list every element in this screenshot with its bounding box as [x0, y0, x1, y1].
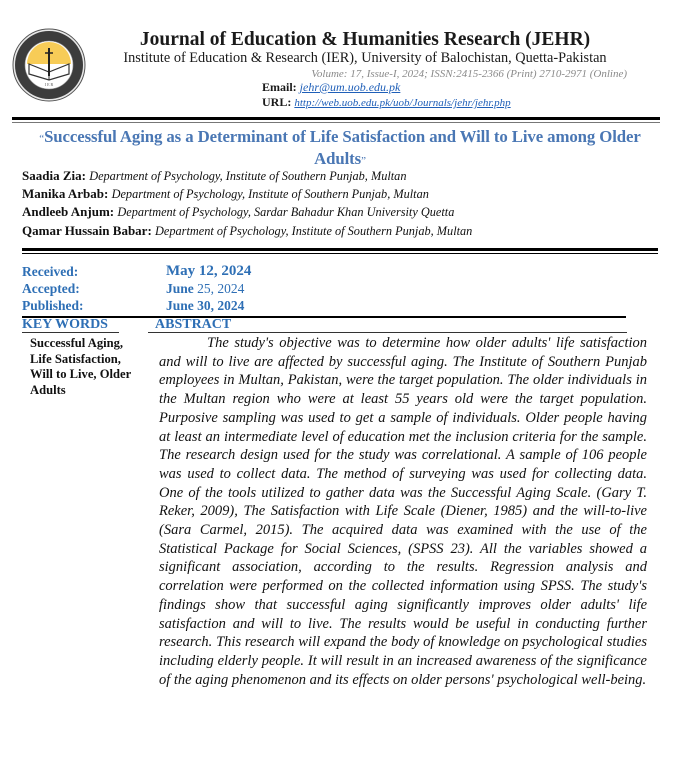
abstract-heading: ABSTRACT	[155, 317, 232, 332]
journal-title: Journal of Education & Humanities Research (JEHR)	[139, 29, 591, 50]
abstract-text: The study's objective was to determine how older adults' life satisfaction and will to live are affected by successful aging. The Institute of Southern Punjab employees in Multan, Pakistan, were the target population. The older individuals in the Multan region who were at least 55 years old were the target population. Purposive sampling was used to get a sample of individuals. Older people having at least an intermediate level of education met the inclusion criteria for the sample. The research design used for the study was correlational. A sample of 106 people was used to collect data. The method of surveying was used for collecting data. One of the tools utilized to gather data was the Successful Aging Scale. (Gary T. Reker, 2009), The Satisfaction with Life Scale (Diener, 1985) and the will-to-live (Sara Carmel, 2015). The acquired data was examined with the use of the Statistical Package for Social Sciences, (SPSS 23). All the variables showed a significant association, according to the results. Regression analysis and correlation were performed on the collected information using SPSS. The study's findings show that successful aging significantly improves older adults' life satisfaction and will to live. The results would be useful in conducting further research. This research will expand the body of knowledge on psychological studies including elderly people. It will result in an increased awareness of the significance of the aging phenomenon and its effects on older persons' psychological well-being.	[159, 335, 647, 688]
author-affiliation: Department of Psychology, Institute of Southern Punjab, Multan	[111, 187, 429, 202]
date-value	[166, 280, 244, 297]
section-divider-thin	[22, 253, 658, 254]
author-affiliation: Department of Psychology, Sardar Bahadur Khan University Quetta	[117, 205, 455, 220]
url-label: URL:	[262, 95, 292, 109]
date-published	[22, 297, 251, 314]
paper-title-text: Successful Aging as a Determinant of Life Satisfaction and Will to Live among Older Adults	[44, 127, 641, 168]
publication-dates	[22, 263, 251, 314]
email-label: Email:	[262, 80, 297, 94]
institute-name: Institute of Education & Research (IER), University of Balochistan, Quetta-Pakistan	[123, 50, 607, 66]
date-month: June	[166, 281, 194, 296]
author-name: Andleeb Anjum:	[22, 204, 115, 220]
author-affiliation: Department of Psychology, Institute of Southern Punjab, Multan	[155, 223, 473, 238]
institute-seal-icon	[12, 28, 86, 102]
date-label: Received:	[22, 264, 79, 279]
date-label: Published:	[22, 298, 84, 313]
keywords-list: Successful Aging, Life Satisfaction, Will to Live, Older Adults	[30, 336, 131, 397]
open-quote: “	[39, 133, 45, 145]
author-affiliation: Department of Psychology, Institute of Southern Punjab, Multan	[89, 169, 407, 183]
author-name: Qamar Hussain Babar:	[22, 222, 152, 238]
date-day-year: 25, 2024	[193, 281, 245, 296]
author-item	[22, 185, 472, 203]
author-name: Saadia Zia:	[22, 168, 86, 183]
url-row	[262, 95, 511, 110]
paper-title	[20, 127, 660, 171]
dates-divider	[22, 316, 626, 318]
date-label: Accepted:	[22, 281, 80, 296]
journal-logo	[12, 28, 86, 102]
header-divider-thin	[12, 122, 660, 123]
section-divider	[22, 248, 658, 251]
date-value: May 12, 2024	[166, 263, 252, 279]
volume-info: Volume: 17, Issue-I, 2024; ISSN:2415-2366 (Print) 2710-2971 (Online)	[311, 68, 627, 80]
date-accepted	[22, 280, 251, 297]
author-list	[22, 167, 472, 240]
keywords-underline	[22, 332, 119, 333]
date-value: June 30, 2024	[166, 298, 245, 313]
author-item	[22, 167, 472, 185]
email-link[interactable]: jehr@um.uob.edu.pk	[299, 80, 401, 94]
author-item	[22, 203, 472, 221]
header-divider	[12, 117, 660, 120]
email-row	[262, 80, 400, 95]
abstract-underline	[148, 332, 627, 333]
svg-text:I E R: I E R	[44, 82, 54, 87]
author-name: Manika Arbab:	[22, 186, 109, 202]
keywords-heading: KEY WORDS	[22, 317, 108, 332]
author-item	[22, 222, 472, 240]
journal-url-link[interactable]: http://web.uob.edu.pk/uob/Journals/jehr/jehr.php	[294, 97, 511, 109]
date-received	[22, 263, 251, 280]
close-quote: ”	[361, 155, 366, 167]
